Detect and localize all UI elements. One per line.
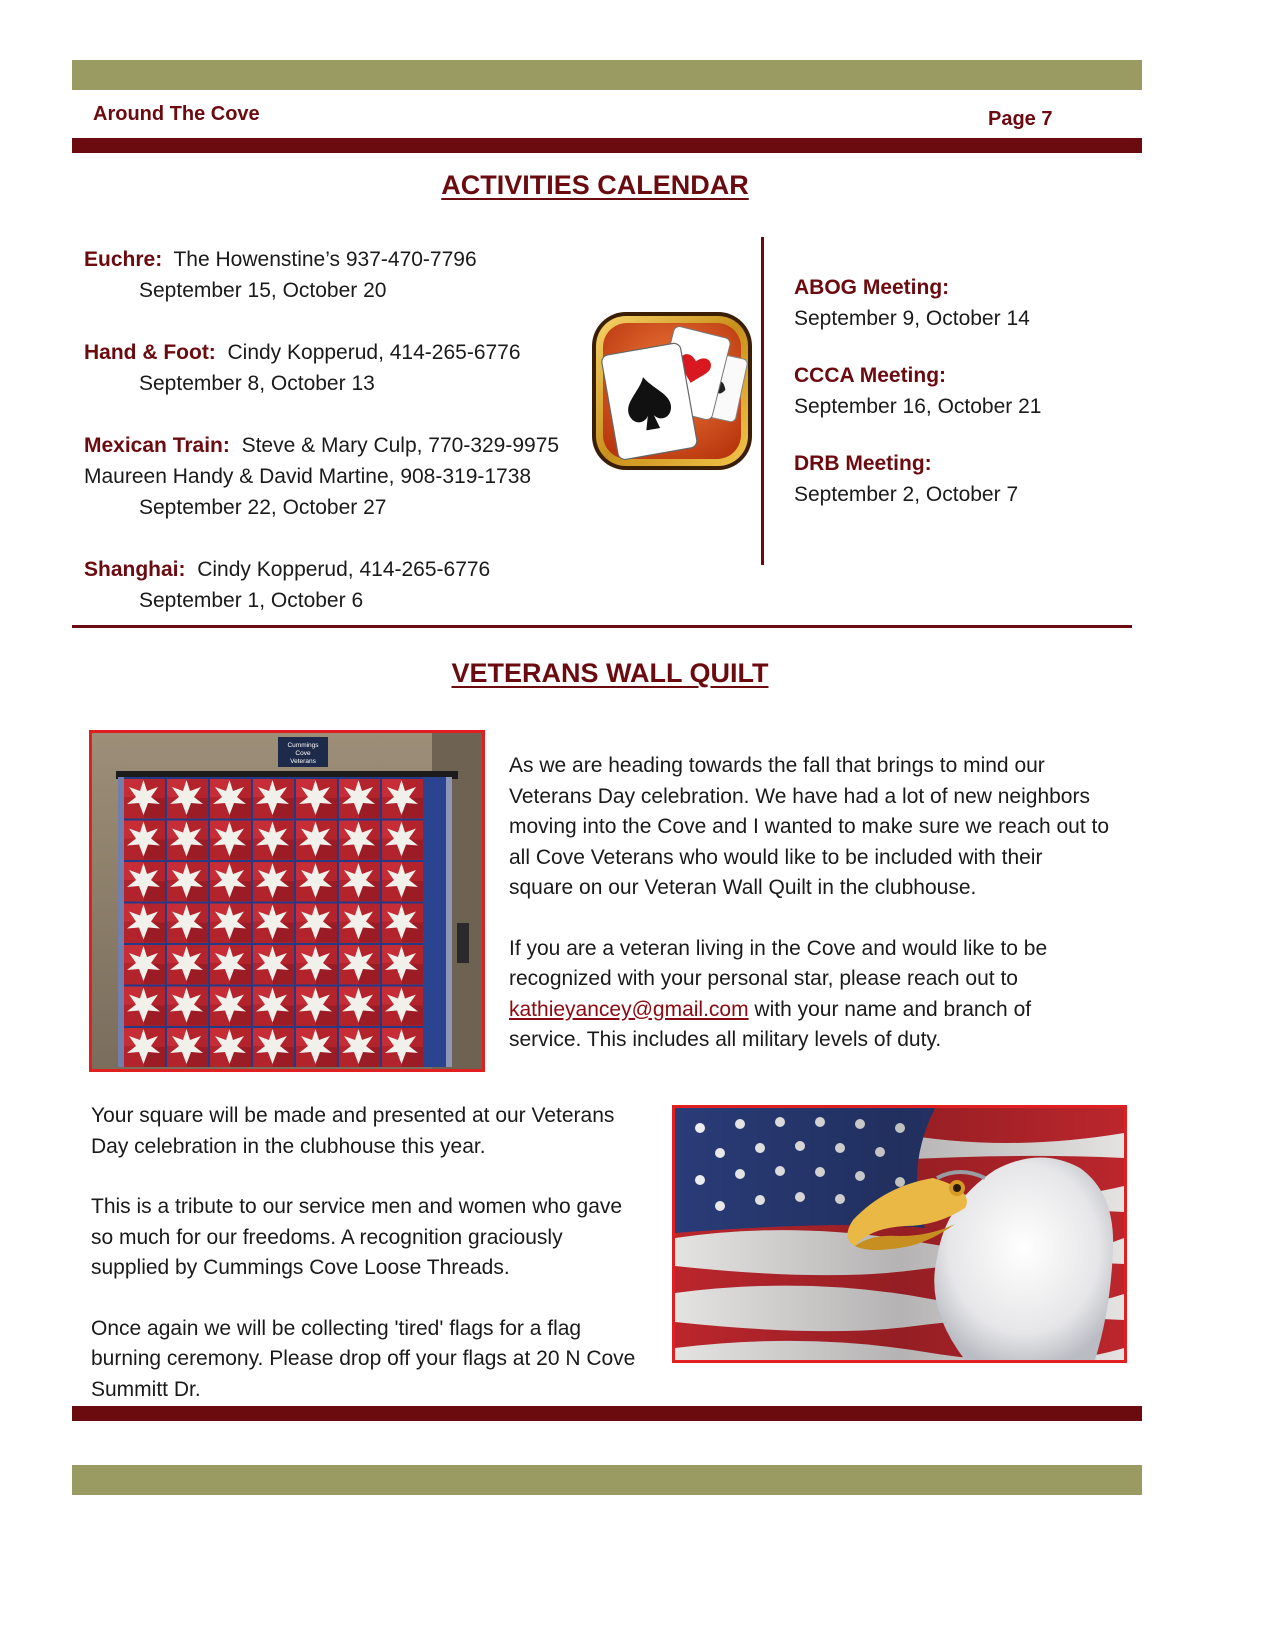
- email-link[interactable]: kathieyancey@gmail.com: [509, 997, 749, 1021]
- activity-dates: September 8, October 13: [139, 372, 375, 395]
- meeting-dates: September 16, October 21: [794, 395, 1042, 418]
- list-item-mexican-train: [84, 430, 604, 523]
- meeting-dates: September 2, October 7: [794, 483, 1019, 506]
- header-maroon-bar: [72, 138, 1142, 153]
- meeting-dates: September 9, October 14: [794, 307, 1030, 330]
- meeting-label: DRB Meeting:: [794, 452, 932, 475]
- paragraph-contact: [509, 934, 1109, 1056]
- top-olive-bar: [72, 60, 1142, 90]
- activities-left-column: [84, 244, 604, 616]
- quilt-title: VETERANS WALL QUILT: [451, 658, 769, 688]
- quilt-photo: [89, 730, 485, 1072]
- paragraph: Your square will be made and presented at our Veterans Day celebration in the clubhouse this year.: [91, 1104, 615, 1158]
- activity-label: Euchre:: [84, 248, 163, 271]
- quilt-details-text: [91, 1101, 636, 1435]
- list-item-drb: [794, 448, 1124, 510]
- list-item-ccca: [794, 360, 1124, 422]
- paragraph: This is a tribute to our service men and women who gave so much for our freedoms. A recognition graciously supplied by Cummings Cove Loose Threads.: [91, 1195, 623, 1279]
- activity-label: Shanghai:: [84, 558, 186, 581]
- publication-name: Around The Cove: [93, 103, 260, 125]
- text-run: If you are a veteran living in the Cove and would like to be recognized with your personal star, please reach out to: [509, 936, 1048, 990]
- sign-line-1: Cummings: [287, 742, 319, 749]
- activity-contact: Cindy Kopperud, 414-265-6776: [227, 341, 521, 364]
- activities-right-column: [794, 272, 1124, 510]
- activity-label: Mexican Train:: [84, 434, 230, 457]
- paragraph: As we are heading towards the fall that brings to mind our Veterans Day celebration. We have had a lot of new neighbors moving into the Cove and I wanted to make sure we reach out to all Cove Veterans who would like to be included with their square on our Veteran Wall Quilt in the clubhouse.: [509, 754, 1110, 899]
- activities-title: ACTIVITIES CALENDAR: [441, 170, 749, 200]
- sign-line-2: Cove: [295, 750, 311, 757]
- quilt-intro-text: [509, 751, 1109, 1086]
- activity-contact-extra: Maureen Handy & David Martine, 908-319-1738: [84, 465, 532, 488]
- list-item-euchre: [84, 244, 604, 306]
- activity-contact: Steve & Mary Culp, 770-329-9975: [241, 434, 560, 457]
- list-item-hand-foot: [84, 337, 604, 399]
- page-number: Page 7: [988, 108, 1053, 130]
- bottom-olive-bar: [72, 1465, 1142, 1495]
- meeting-label: CCCA Meeting:: [794, 364, 947, 387]
- meeting-label: ABOG Meeting:: [794, 276, 950, 299]
- activity-label: Hand & Foot:: [84, 341, 216, 364]
- activity-dates: September 15, October 20: [139, 279, 387, 302]
- column-divider: [761, 237, 764, 565]
- activity-contact: The Howenstine’s 937-470-7796: [173, 248, 477, 271]
- playing-cards-app-icon: [590, 310, 754, 472]
- activity-dates: September 22, October 27: [139, 496, 387, 519]
- activity-contact: Cindy Kopperud, 414-265-6776: [197, 558, 491, 581]
- list-item-shanghai: [84, 554, 604, 616]
- eagle-flag-photo: [672, 1105, 1127, 1363]
- sign-line-3: Veterans: [290, 758, 316, 765]
- footer-maroon-bar: [72, 1406, 1142, 1421]
- section-divider: [72, 625, 1132, 628]
- activity-dates: September 1, October 6: [139, 589, 364, 612]
- text-run: with your name and branch of service. This includes all military levels of duty.: [509, 997, 1032, 1051]
- paragraph: Once again we will be collecting 'tired' flags for a flag burning ceremony. Please drop off your flags at 20 N Cove Summitt Dr.: [91, 1316, 636, 1401]
- list-item-abog: [794, 272, 1124, 334]
